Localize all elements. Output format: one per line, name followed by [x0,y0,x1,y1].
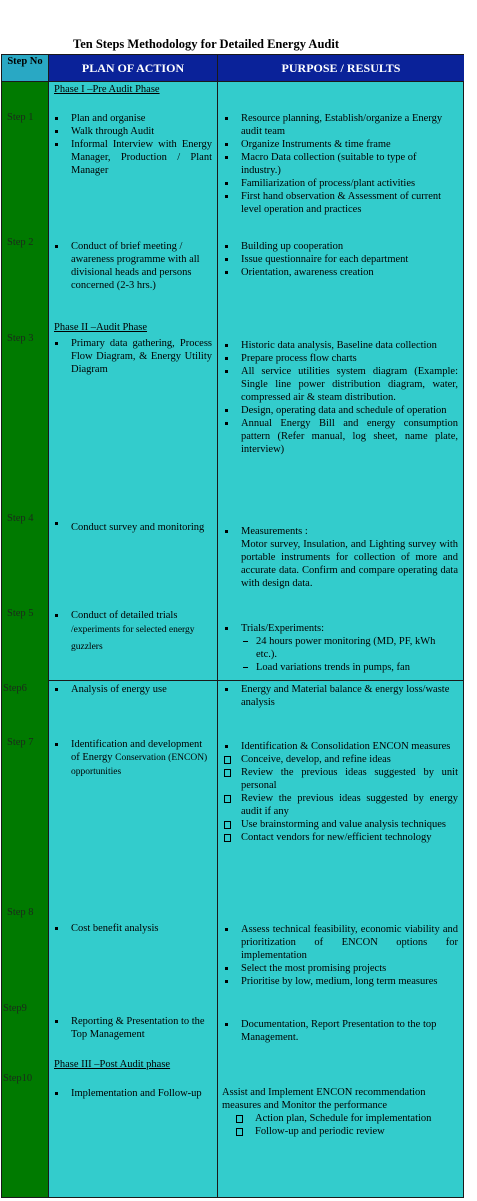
purpose-step-8 [224,923,458,988]
header-step-no: Step No [2,55,49,82]
purpose-item: Familiarization of process/plant activities [224,177,458,190]
phase-3-label: Phase III –Post Audit phase [54,1059,171,1070]
plan-item: Conduct survey and monitoring [54,517,212,539]
plan-step-8 [54,922,212,935]
step-column [2,55,49,1197]
purpose-step-1 [224,112,458,216]
purpose-item: Conceive, develop, and refine ideas [224,753,458,766]
purpose-item: Documentation, Report Presentation to the top Management. [224,1018,458,1044]
plan-step-3 [54,337,212,376]
plan-item: Walk through Audit [54,125,212,138]
purpose-item [224,525,458,590]
step-label: Step 3 [7,333,34,344]
methodology-table [1,54,464,1198]
purpose-step-3 [224,339,458,456]
purpose-sublist [241,635,458,674]
header-plan-of-action: PLAN OF ACTION [49,55,218,82]
purpose-item: Issue questionnaire for each department [224,253,458,266]
step-label: Step6 [3,683,27,694]
purpose-subitem: Action plan, Schedule for implementation [236,1112,460,1125]
step-label: Step9 [3,1003,27,1014]
step-label: Step 7 [7,737,34,748]
purpose-step-5 [224,622,458,674]
plan-step-1 [54,112,212,177]
purpose-item: Building up cooperation [224,240,458,253]
plan-item-line: Identification and development of Energy [71,739,203,763]
purpose-item: Design, operating data and schedule of operation [224,404,458,417]
plan-item-line: Conservation (ENCON) opportunities [71,753,208,777]
purpose-item-head: Assist and Implement ENCON recommendation measures and Monitor the performance [222,1087,426,1111]
plan-step-5 [54,609,212,656]
plan-item: Primary data gathering, Process Flow Diagram, & Energy Utility Diagram [54,337,212,376]
plan-item: Conduct of brief meeting / awareness programme with all divisional heads and persons concerned (2-3 hrs.) [54,240,212,292]
phase-1-label: Phase I –Pre Audit Phase [54,84,160,95]
plan-step-9 [54,1015,212,1041]
header-purpose-results: PURPOSE / RESULTS [218,55,464,82]
plan-step-10 [54,1087,212,1100]
purpose-step-4 [224,525,458,590]
step-label: Step 1 [7,112,34,123]
purpose-item: Review the previous ideas suggested by energy audit if any [224,792,458,818]
purpose-item: Prioritise by low, medium, long term measures [224,975,458,988]
purpose-item: Organize Instruments & time frame [224,138,458,151]
purpose-item: First hand observation & Assessment of current level operation and practices [224,190,458,216]
purpose-subitem: Load variations trends in pumps, fan [241,661,458,674]
purpose-item: Prepare process flow charts [224,352,458,365]
row-divider [49,680,464,681]
plan-item: Informal Interview with Energy Manager, Production / Plant Manager [54,138,212,177]
step-label: Step 4 [7,513,34,524]
purpose-item: Historic data analysis, Baseline data collection [224,339,458,352]
purpose-item: Macro Data collection (suitable to type of industry.) [224,151,458,177]
plan-item: Reporting & Presentation to the Top Management [54,1015,212,1041]
plan-step-2 [54,240,212,292]
step-label: Step10 [3,1073,33,1084]
column-divider [217,82,218,1198]
purpose-item-body: Motor survey, Insulation, and Lighting survey with portable instruments for collection of more and accurate data. Confirm and compare operating data with design data. [241,539,458,589]
purpose-item: Assess technical feasibility, economic viability and prioritization of ENCON options for implementation [224,923,458,962]
purpose-item: Select the most promising projects [224,962,458,975]
phase-2-label: Phase II –Audit Phase [54,322,148,333]
purpose-item: Use brainstorming and value analysis techniques [224,818,458,831]
purpose-item: Contact vendors for new/efficient technology [224,831,458,844]
plan-item-line: Conduct of detailed trials [71,610,178,621]
plan-item-line: /experiments for selected energy guzzlers [71,625,195,652]
purpose-subitem: 24 hours power monitoring (MD, PF, kWh etc.). [241,635,458,661]
purpose-item: All service utilities system diagram (Example: Single line power distribution diagram, water, compressed air & steam distribution. [224,365,458,404]
purpose-step-6 [224,683,458,709]
purpose-item: Energy and Material balance & energy loss/waste analysis [224,683,458,709]
purpose-item: Orientation, awareness creation [224,266,458,279]
purpose-sublist [236,1112,460,1138]
plan-item: Cost benefit analysis [54,922,212,935]
purpose-item: Resource planning, Establish/organize a Energy audit team [224,112,458,138]
purpose-item: Identification & Consolidation ENCON measures [224,740,458,753]
purpose-step-9 [224,1018,458,1044]
plan-item [54,609,212,656]
plan-step-4 [54,517,212,539]
purpose-item-head: Measurements : [241,526,308,537]
purpose-item: Review the previous ideas suggested by unit personal [224,766,458,792]
step-label: Step 8 [7,907,34,918]
plan-item: Analysis of energy use [54,683,212,696]
plan-step-7 [54,738,212,779]
purpose-step-7 [224,740,458,844]
purpose-item: Annual Energy Bill and energy consumption pattern (Refer manual, log sheet, name plate, interview) [224,417,458,456]
purpose-item: Trials/Experiments: [224,622,458,635]
step-label: Step 2 [7,237,34,248]
plan-item [54,738,212,779]
step-label: Step 5 [7,608,34,619]
purpose-subitem: Follow-up and periodic review [236,1125,460,1138]
plan-step-6 [54,683,212,696]
purpose-step-10 [222,1086,460,1138]
purpose-step-2 [224,240,458,279]
plan-item: Implementation and Follow-up [54,1087,212,1100]
plan-item: Plan and organise [54,112,212,125]
page-title: Ten Steps Methodology for Detailed Energy Audit [73,37,339,51]
